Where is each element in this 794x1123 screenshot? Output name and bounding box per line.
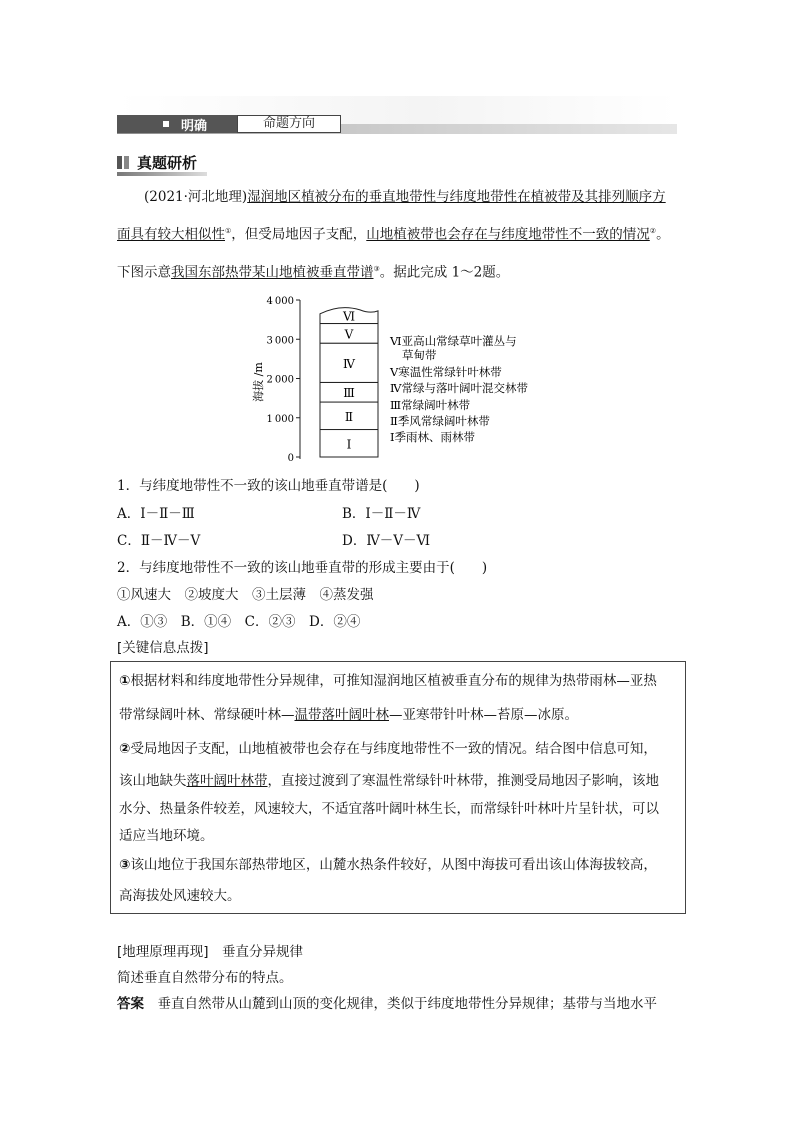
intro-line-1: (2021·河北地理)湿润地区植被分布的垂直地带性与纬度地带性在植被带及其排列顺序方 (144, 189, 666, 205)
key-p3-line2: 高海拔处风速较大。 (119, 888, 241, 904)
q1-option-d: D．Ⅳ－Ⅴ－Ⅵ (342, 533, 431, 549)
key-p2-line4: 适应当地环境。 (119, 828, 214, 844)
key-p2-line1: ②受局地因子支配，山地植被带也会存在与纬度地带性不一致的情况。结合图中信息可知， (119, 741, 657, 757)
band-label-4: Ⅳ (343, 356, 355, 371)
vegetation-zone-chart (240, 292, 560, 464)
band-label-2: Ⅱ (344, 409, 354, 424)
legend-entry-2: Ⅴ寒温性常绿针叶林带 (390, 365, 502, 379)
legend-entry-0: Ⅵ亚高山常绿草叶灌丛与 (390, 334, 517, 348)
principle-title: [地理原理再现] 垂直分异规律 (117, 944, 304, 960)
key-p2-line3: 水分、热量条件较差，风速较大，不适宜落叶阔叶林生长，而常绿针叶林叶片呈针状，可以 (119, 801, 659, 817)
band-label-3: Ⅲ (343, 386, 355, 401)
key-p2-line2: 该山地缺失落叶阔叶林带，直接过渡到了寒温性常绿针叶林带，推测受局地因子影响，该地 (119, 773, 659, 789)
legend-entry-4: Ⅲ常绿阔叶林带 (390, 398, 471, 412)
q1-option-a: A．Ⅰ－Ⅱ－Ⅲ (117, 506, 195, 522)
square-icon (163, 121, 169, 127)
section-underline (117, 172, 207, 176)
header-tag-main: 明确 (117, 115, 237, 133)
band-label-5: Ⅴ (344, 327, 354, 342)
legend-entry-5: Ⅱ季风常绿阔叶林带 (390, 414, 490, 428)
y-tick-label-3: 3 000 (266, 335, 294, 347)
intro-line-2: 面具有较大相似性①，但受局地因子支配，山地植被带也会存在与纬度地带性不一致的情况②。 (117, 226, 670, 243)
key-info-box (110, 661, 686, 914)
q1-stem: 1．与纬度地带性不一致的该山地垂直带谱是( ) (117, 478, 420, 494)
q2-stem: 2．与纬度地带性不一致的该山地垂直带的形成主要由于( ) (117, 560, 488, 576)
legend-entry-1: 草甸带 (402, 348, 437, 362)
principle-answer: 答案 垂直自然带从山麓到山顶的变化规律，类似于纬度地带性分异规律；基带与当地水平 (117, 996, 657, 1012)
key-info-title: [关键信息点拨] (117, 640, 209, 656)
q1-option-c: C．Ⅱ－Ⅳ－Ⅴ (117, 533, 201, 549)
y-tick-label-1: 1 000 (266, 413, 294, 425)
section-title: 真题研析 (137, 154, 198, 172)
principle-question: 简述垂直自然带分布的特点。 (117, 970, 293, 986)
y-axis-label: 海拔 /m (252, 362, 265, 402)
q2-items: ①风速大 ②坡度大 ③土层薄 ④蒸发强 (117, 587, 374, 603)
y-tick-label-0: 0 (287, 453, 294, 464)
band-label-1: Ⅰ (346, 437, 352, 452)
band-label-6: Ⅵ (342, 309, 356, 324)
q2-options: A．①③ B．①④ C．②③ D．②④ (117, 614, 361, 630)
q1-option-b: B．Ⅰ－Ⅱ－Ⅳ (342, 506, 421, 522)
legend-entry-3: Ⅳ常绿与落叶阔叶混交林带 (390, 381, 528, 395)
legend-entry-6: Ⅰ季雨林、雨林带 (390, 430, 476, 444)
key-p3-line1: ③该山地位于我国东部热带地区，山麓水热条件较好，从图中海拔可看出该山体海拔较高， (119, 857, 657, 873)
y-tick-label-4: 4 000 (266, 296, 294, 307)
key-p1-line2: 带常绿阔叶林、常绿硬叶林—温带落叶阔叶林—亚寒带针叶林—苔原—冰原。 (119, 707, 578, 723)
header-tag-sub: 命题方向 (237, 115, 341, 133)
intro-line-3: 下图示意我国东部热带某山地植被垂直带谱③。据此完成 1～2题。 (117, 264, 510, 281)
key-p1-line1: ①根据材料和纬度地带性分异规律，可推知湿润地区植被垂直分布的规律为热带雨林—亚热 (119, 673, 657, 689)
y-tick-label-2: 2 000 (266, 374, 294, 386)
section-bar-icon (117, 156, 130, 169)
